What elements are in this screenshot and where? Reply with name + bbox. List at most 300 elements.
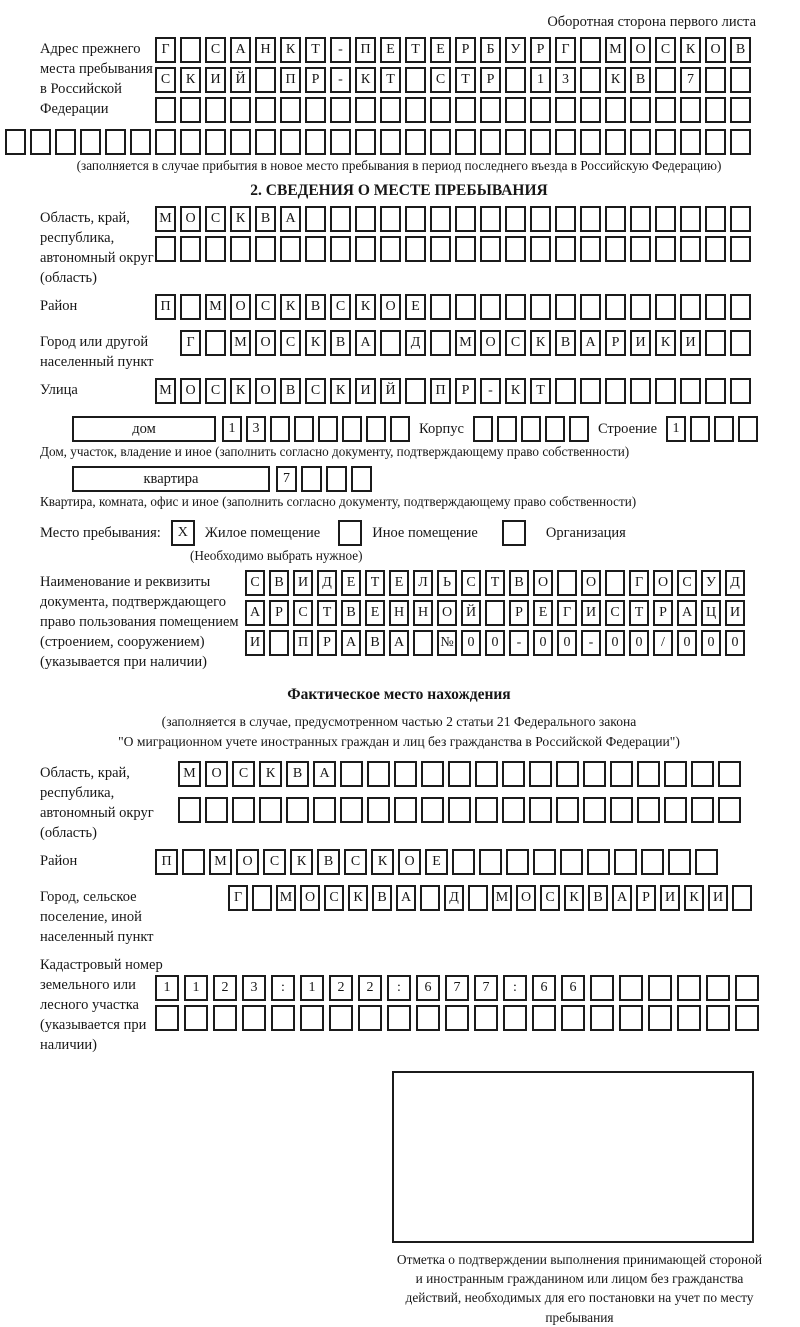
form-cell[interactable]: С [205,37,226,63]
form-cell[interactable] [340,761,363,787]
form-cell[interactable] [475,761,498,787]
form-cell[interactable]: С [305,378,326,404]
form-cell[interactable]: Т [530,378,551,404]
form-cell[interactable] [259,797,282,823]
form-cell[interactable] [730,206,751,232]
form-cell[interactable]: С [255,294,276,320]
form-cell[interactable] [230,97,251,123]
form-cell[interactable] [300,1005,324,1031]
form-cell[interactable] [416,1005,440,1031]
form-cell[interactable] [230,129,251,155]
form-cell[interactable]: О [437,600,457,626]
checkbox-organizatsiya[interactable] [502,520,526,546]
form-cell[interactable]: В [509,570,529,596]
form-cell[interactable] [380,97,401,123]
form-cell[interactable]: С [205,206,226,232]
form-cell[interactable] [180,97,201,123]
form-cell[interactable] [705,97,726,123]
form-cell[interactable] [668,849,691,875]
dom-box[interactable]: дом [72,416,216,442]
form-cell[interactable] [479,849,502,875]
form-cell[interactable] [405,236,426,262]
form-cell[interactable] [555,236,576,262]
form-cell[interactable]: 2 [358,975,382,1001]
form-cell[interactable]: А [313,761,336,787]
form-cell[interactable]: В [269,570,289,596]
form-cell[interactable]: У [505,37,526,63]
form-cell[interactable]: 0 [629,630,649,656]
form-cell[interactable] [705,378,726,404]
oblast-row-1[interactable] [155,206,758,232]
form-cell[interactable] [691,761,714,787]
form-cell[interactable] [680,294,701,320]
form-cell[interactable]: М [155,378,176,404]
form-cell[interactable]: О [255,378,276,404]
form-cell[interactable] [655,129,676,155]
form-cell[interactable]: И [205,67,226,93]
form-cell[interactable] [30,129,51,155]
form-cell[interactable] [455,129,476,155]
form-cell[interactable]: О [236,849,259,875]
form-cell[interactable]: Г [557,600,577,626]
form-cell[interactable] [505,67,526,93]
form-cell[interactable] [255,129,276,155]
form-cell[interactable]: П [155,294,176,320]
form-cell[interactable] [205,97,226,123]
form-cell[interactable]: Т [629,600,649,626]
form-cell[interactable]: Д [405,330,426,356]
raion-row[interactable] [155,294,758,320]
form-cell[interactable] [533,849,556,875]
form-cell[interactable] [180,236,201,262]
form-cell[interactable] [301,466,322,492]
form-cell[interactable] [619,1005,643,1031]
form-cell[interactable] [641,849,664,875]
form-cell[interactable]: О [398,849,421,875]
form-cell[interactable]: 1 [184,975,208,1001]
form-cell[interactable]: С [293,600,313,626]
checkbox-inoe-pomeshchenie[interactable] [338,520,362,546]
form-cell[interactable] [430,294,451,320]
form-cell[interactable]: И [630,330,651,356]
form-cell[interactable] [605,206,626,232]
form-cell[interactable] [605,129,626,155]
form-cell[interactable]: С [324,885,344,911]
form-cell[interactable]: В [588,885,608,911]
form-cell[interactable] [232,797,255,823]
form-cell[interactable] [735,1005,759,1031]
form-cell[interactable]: Т [365,570,385,596]
form-cell[interactable] [394,761,417,787]
form-cell[interactable] [271,1005,295,1031]
form-cell[interactable]: О [533,570,553,596]
form-cell[interactable] [329,1005,353,1031]
form-cell[interactable]: О [255,330,276,356]
form-cell[interactable] [445,1005,469,1031]
form-cell[interactable]: В [330,330,351,356]
form-cell[interactable] [452,849,475,875]
form-cell[interactable] [732,885,752,911]
form-cell[interactable]: 6 [416,975,440,1001]
form-cell[interactable]: 0 [725,630,745,656]
form-cell[interactable] [480,97,501,123]
form-cell[interactable]: 0 [701,630,721,656]
form-cell[interactable]: 3 [555,67,576,93]
form-cell[interactable] [655,378,676,404]
form-cell[interactable]: К [684,885,704,911]
form-cell[interactable]: Р [269,600,289,626]
form-cell[interactable] [255,97,276,123]
form-cell[interactable]: 0 [533,630,553,656]
form-cell[interactable] [655,236,676,262]
form-cell[interactable] [590,975,614,1001]
form-cell[interactable]: Й [461,600,481,626]
form-cell[interactable] [182,849,205,875]
form-cell[interactable] [690,416,710,442]
form-cell[interactable]: 1 [222,416,242,442]
form-cell[interactable] [367,797,390,823]
form-cell[interactable]: В [372,885,392,911]
form-cell[interactable] [730,67,751,93]
form-cell[interactable]: М [276,885,296,911]
form-cell[interactable] [580,37,601,63]
form-cell[interactable]: Г [180,330,201,356]
form-cell[interactable] [318,416,338,442]
form-cell[interactable] [180,37,201,63]
form-cell[interactable] [730,330,751,356]
form-cell[interactable] [556,761,579,787]
form-cell[interactable]: Т [405,37,426,63]
form-cell[interactable] [730,236,751,262]
form-cell[interactable]: С [263,849,286,875]
form-cell[interactable] [680,378,701,404]
form-cell[interactable] [294,416,314,442]
form-cell[interactable] [730,378,751,404]
form-cell[interactable]: 0 [557,630,577,656]
form-cell[interactable]: Д [725,570,745,596]
prev-address-row-4[interactable] [5,129,758,155]
form-cell[interactable]: О [480,330,501,356]
form-cell[interactable] [705,236,726,262]
form-cell[interactable] [405,129,426,155]
form-cell[interactable]: О [380,294,401,320]
form-cell[interactable] [505,294,526,320]
form-cell[interactable] [502,761,525,787]
form-cell[interactable] [706,1005,730,1031]
form-cell[interactable]: Е [341,570,361,596]
form-cell[interactable] [705,206,726,232]
form-cell[interactable]: О [230,294,251,320]
form-cell[interactable] [455,206,476,232]
form-cell[interactable]: - [509,630,529,656]
form-cell[interactable] [555,206,576,232]
form-cell[interactable]: - [480,378,501,404]
form-cell[interactable]: М [230,330,251,356]
form-cell[interactable]: 3 [246,416,266,442]
form-cell[interactable]: П [155,849,178,875]
form-cell[interactable]: П [430,378,451,404]
form-cell[interactable] [205,236,226,262]
prev-address-row-3[interactable] [155,97,758,123]
form-cell[interactable]: 0 [461,630,481,656]
form-cell[interactable] [530,206,551,232]
form-cell[interactable]: У [701,570,721,596]
form-cell[interactable] [280,97,301,123]
form-cell[interactable]: П [293,630,313,656]
form-cell[interactable] [305,206,326,232]
form-cell[interactable] [637,761,660,787]
form-cell[interactable]: Е [405,294,426,320]
form-cell[interactable]: Р [653,600,673,626]
form-cell[interactable] [430,330,451,356]
form-cell[interactable] [430,236,451,262]
fact-oblast-row-2[interactable] [178,797,758,823]
form-cell[interactable] [557,570,577,596]
form-cell[interactable]: Т [317,600,337,626]
form-cell[interactable]: Й [230,67,251,93]
form-cell[interactable] [738,416,758,442]
form-cell[interactable] [305,236,326,262]
form-cell[interactable] [506,849,529,875]
form-cell[interactable]: Р [480,67,501,93]
form-cell[interactable]: О [705,37,726,63]
form-cell[interactable]: О [581,570,601,596]
form-cell[interactable]: 7 [276,466,297,492]
form-cell[interactable]: Р [509,600,529,626]
form-cell[interactable]: 1 [530,67,551,93]
form-cell[interactable]: К [680,37,701,63]
form-cell[interactable] [555,378,576,404]
form-cell[interactable] [448,761,471,787]
form-cell[interactable] [655,294,676,320]
form-cell[interactable]: Д [444,885,464,911]
form-cell[interactable]: М [205,294,226,320]
form-cell[interactable] [330,97,351,123]
form-cell[interactable] [305,129,326,155]
form-cell[interactable]: Е [380,37,401,63]
form-cell[interactable]: И [660,885,680,911]
form-cell[interactable] [637,797,660,823]
form-cell[interactable]: Е [430,37,451,63]
form-cell[interactable]: О [180,378,201,404]
form-cell[interactable] [705,67,726,93]
form-cell[interactable]: С [280,330,301,356]
fact-raion-row[interactable] [155,849,758,875]
form-cell[interactable] [583,797,606,823]
form-cell[interactable]: К [280,37,301,63]
form-cell[interactable] [280,236,301,262]
form-cell[interactable]: И [293,570,313,596]
form-cell[interactable]: К [230,206,251,232]
form-cell[interactable]: Р [636,885,656,911]
form-cell[interactable]: Д [317,570,337,596]
form-cell[interactable] [648,975,672,1001]
form-cell[interactable] [252,885,272,911]
form-cell[interactable]: О [653,570,673,596]
form-cell[interactable] [580,67,601,93]
form-cell[interactable] [730,294,751,320]
form-cell[interactable]: 7 [445,975,469,1001]
form-cell[interactable]: Ь [437,570,457,596]
form-cell[interactable]: И [725,600,745,626]
form-cell[interactable] [355,236,376,262]
form-cell[interactable] [560,849,583,875]
form-cell[interactable]: К [348,885,368,911]
form-cell[interactable] [555,294,576,320]
form-cell[interactable] [530,129,551,155]
form-cell[interactable]: С [430,67,451,93]
form-cell[interactable] [485,600,505,626]
form-cell[interactable] [474,1005,498,1031]
form-cell[interactable] [242,1005,266,1031]
form-cell[interactable]: 1 [300,975,324,1001]
form-cell[interactable]: К [280,294,301,320]
form-cell[interactable]: С [155,67,176,93]
stroenie-cells[interactable] [666,416,758,442]
form-cell[interactable] [605,294,626,320]
form-cell[interactable] [155,97,176,123]
form-cell[interactable] [405,67,426,93]
form-cell[interactable]: Т [380,67,401,93]
form-cell[interactable]: А [612,885,632,911]
form-cell[interactable]: 7 [680,67,701,93]
form-cell[interactable]: К [259,761,282,787]
form-cell[interactable]: А [245,600,265,626]
form-cell[interactable] [184,1005,208,1031]
form-cell[interactable] [455,294,476,320]
form-cell[interactable]: К [530,330,551,356]
form-cell[interactable] [505,206,526,232]
form-cell[interactable] [230,236,251,262]
form-cell[interactable] [390,416,410,442]
form-cell[interactable] [405,97,426,123]
prev-address-row-2[interactable] [155,67,758,93]
form-cell[interactable]: С [505,330,526,356]
form-cell[interactable]: : [503,975,527,1001]
form-cell[interactable] [590,1005,614,1031]
form-cell[interactable] [530,236,551,262]
form-cell[interactable]: С [344,849,367,875]
form-cell[interactable]: 6 [532,975,556,1001]
form-cell[interactable] [605,378,626,404]
form-cell[interactable]: К [290,849,313,875]
form-cell[interactable] [342,416,362,442]
form-cell[interactable] [280,129,301,155]
form-cell[interactable] [468,885,488,911]
form-cell[interactable]: А [280,206,301,232]
form-cell[interactable] [583,761,606,787]
form-cell[interactable] [475,797,498,823]
form-cell[interactable] [255,236,276,262]
form-cell[interactable]: Н [413,600,433,626]
form-cell[interactable] [255,67,276,93]
form-cell[interactable]: К [230,378,251,404]
form-cell[interactable] [664,797,687,823]
form-cell[interactable]: С [677,570,697,596]
form-cell[interactable] [80,129,101,155]
form-cell[interactable]: К [305,330,326,356]
form-cell[interactable] [5,129,26,155]
form-cell[interactable] [455,97,476,123]
form-cell[interactable] [205,129,226,155]
form-cell[interactable] [355,206,376,232]
form-cell[interactable]: Н [389,600,409,626]
form-cell[interactable]: 0 [677,630,697,656]
form-cell[interactable]: Г [155,37,176,63]
form-cell[interactable] [605,97,626,123]
form-cell[interactable] [155,129,176,155]
prev-address-row-1[interactable] [155,37,758,63]
form-cell[interactable] [213,1005,237,1031]
form-cell[interactable] [655,206,676,232]
form-cell[interactable]: М [155,206,176,232]
form-cell[interactable] [545,416,565,442]
form-cell[interactable] [580,129,601,155]
form-cell[interactable] [630,97,651,123]
document-row-3[interactable] [245,630,758,656]
form-cell[interactable] [677,975,701,1001]
form-cell[interactable] [714,416,734,442]
form-cell[interactable] [530,97,551,123]
form-cell[interactable]: 2 [213,975,237,1001]
form-cell[interactable] [529,761,552,787]
form-cell[interactable]: И [355,378,376,404]
form-cell[interactable]: А [580,330,601,356]
form-cell[interactable]: С [461,570,481,596]
form-cell[interactable]: Г [555,37,576,63]
form-cell[interactable]: О [180,206,201,232]
form-cell[interactable] [580,294,601,320]
form-cell[interactable] [340,797,363,823]
form-cell[interactable]: В [341,600,361,626]
form-cell[interactable] [695,849,718,875]
form-cell[interactable] [305,97,326,123]
form-cell[interactable] [205,330,226,356]
form-cell[interactable]: И [680,330,701,356]
form-cell[interactable] [358,1005,382,1031]
form-cell[interactable]: № [437,630,457,656]
form-cell[interactable] [205,797,228,823]
form-cell[interactable]: Р [530,37,551,63]
form-cell[interactable] [580,97,601,123]
form-cell[interactable]: К [605,67,626,93]
form-cell[interactable]: О [205,761,228,787]
form-cell[interactable]: М [209,849,232,875]
form-cell[interactable]: С [232,761,255,787]
form-cell[interactable] [718,761,741,787]
form-cell[interactable]: Б [480,37,501,63]
form-cell[interactable]: А [230,37,251,63]
form-cell[interactable] [130,129,151,155]
form-cell[interactable] [718,797,741,823]
form-cell[interactable]: К [564,885,584,911]
form-cell[interactable] [503,1005,527,1031]
form-cell[interactable] [580,378,601,404]
form-cell[interactable]: 3 [242,975,266,1001]
form-cell[interactable] [448,797,471,823]
form-cell[interactable]: А [355,330,376,356]
form-cell[interactable]: К [180,67,201,93]
form-cell[interactable]: 1 [155,975,179,1001]
form-cell[interactable]: В [365,630,385,656]
form-cell[interactable] [366,416,386,442]
form-cell[interactable] [355,129,376,155]
form-cell[interactable]: Л [413,570,433,596]
form-cell[interactable] [394,797,417,823]
form-cell[interactable] [270,416,290,442]
form-cell[interactable] [735,975,759,1001]
form-cell[interactable]: Р [605,330,626,356]
